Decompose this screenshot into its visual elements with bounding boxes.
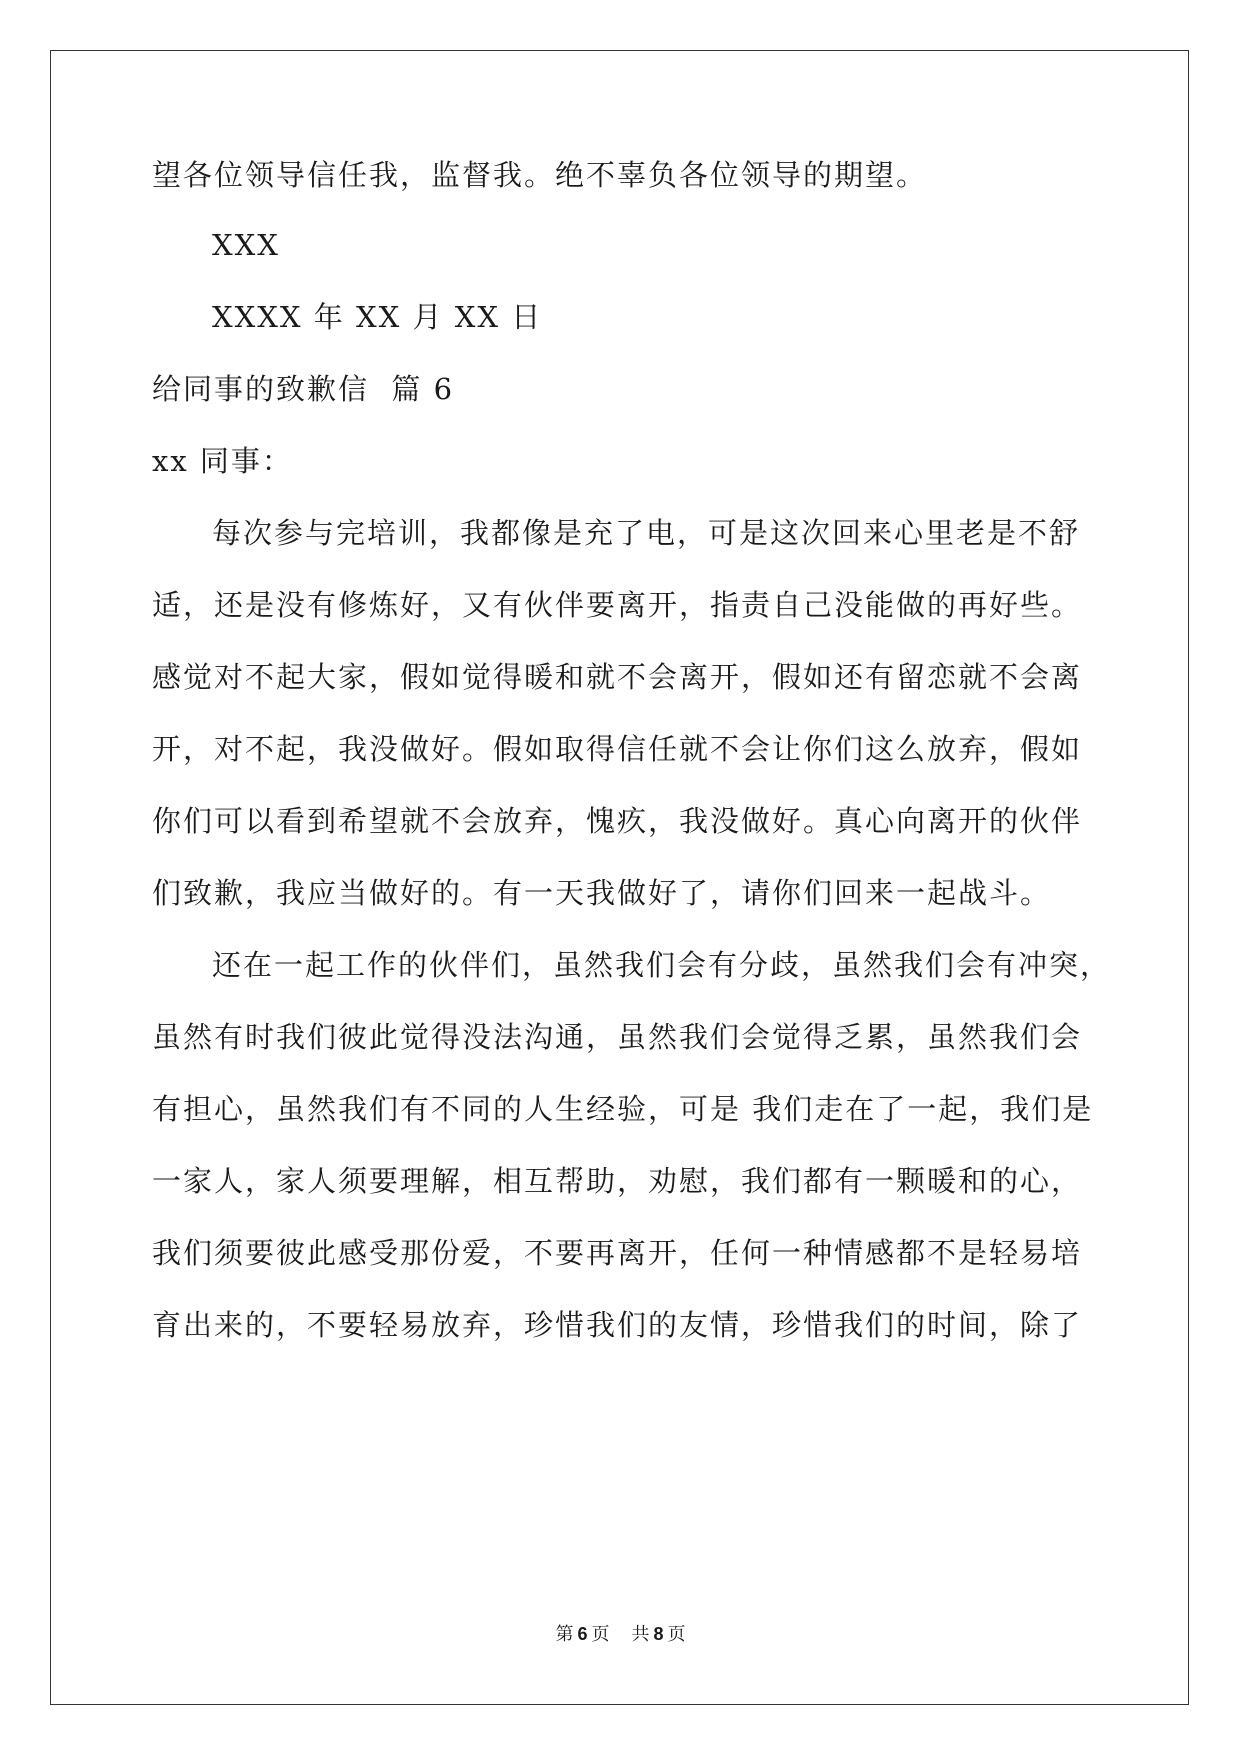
footer-page-number: 6 <box>577 1624 588 1644</box>
signature-date: XXXX 年 XX 月 XX 日 <box>212 300 543 334</box>
paragraph-2-line-5: 我们须要彼此感受那份爱，不要再离开，任何一种情感都不是轻易培 <box>152 1236 1083 1270</box>
footer-page-prefix: 第 <box>555 1624 574 1645</box>
footer-total-prefix: 共 <box>631 1624 650 1645</box>
paragraph-2-line-2: 虽然有时我们彼此觉得没法沟通，虽然我们会觉得乏累，虽然我们会 <box>152 1020 1083 1054</box>
paragraph-1-line-3: 感觉对不起大家，假如觉得暖和就不会离开，假如还有留恋就不会离 <box>152 660 1083 694</box>
page-footer <box>0 1622 1241 1647</box>
footer-total-pages: 8 <box>653 1624 664 1644</box>
paragraph-2-line-4: 一家人，家人须要理解，相互帮助，劝慰，我们都有一颗暖和的心， <box>152 1164 1083 1198</box>
footer-page-suffix: 页 <box>591 1624 610 1645</box>
section-heading: 给同事的致歉信 篇 6 <box>152 372 455 406</box>
paragraph-1-line-5: 你们可以看到希望就不会放弃，愧疚，我没做好。真心向离开的伙伴 <box>152 804 1083 838</box>
signature-name: XXX <box>212 228 280 262</box>
paragraph-2-line-1: 还在一起工作的伙伴们，虽然我们会有分歧，虽然我们会有冲突， <box>212 948 1112 982</box>
paragraph-2-line-3: 有担心，虽然我们有不同的人生经验，可是 我们走在了一起，我们是 <box>152 1092 1094 1126</box>
paragraph-1-line-4: 开，对不起，我没做好。假如取得信任就不会让你们这么放弃，假如 <box>152 732 1083 766</box>
paragraph-1-line-2: 适，还是没有修炼好，又有伙伴要离开，指责自己没能做的再好些。 <box>152 588 1083 622</box>
salutation: xx 同事： <box>152 444 293 478</box>
paragraph-2-line-6: 育出来的，不要轻易放弃，珍惜我们的友情，珍惜我们的时间，除了 <box>152 1308 1083 1342</box>
paragraph-1-line-1: 每次参与完培训，我都像是充了电，可是这次回来心里老是不舒 <box>212 516 1081 550</box>
paragraph-1-line-6: 们致歉，我应当做好的。有一天我做好了，请你们回来一起战斗。 <box>152 876 1052 910</box>
footer-total-suffix: 页 <box>667 1624 686 1645</box>
text-line-1: 望各位领导信任我，监督我。绝不辜负各位领导的期望。 <box>152 158 928 192</box>
